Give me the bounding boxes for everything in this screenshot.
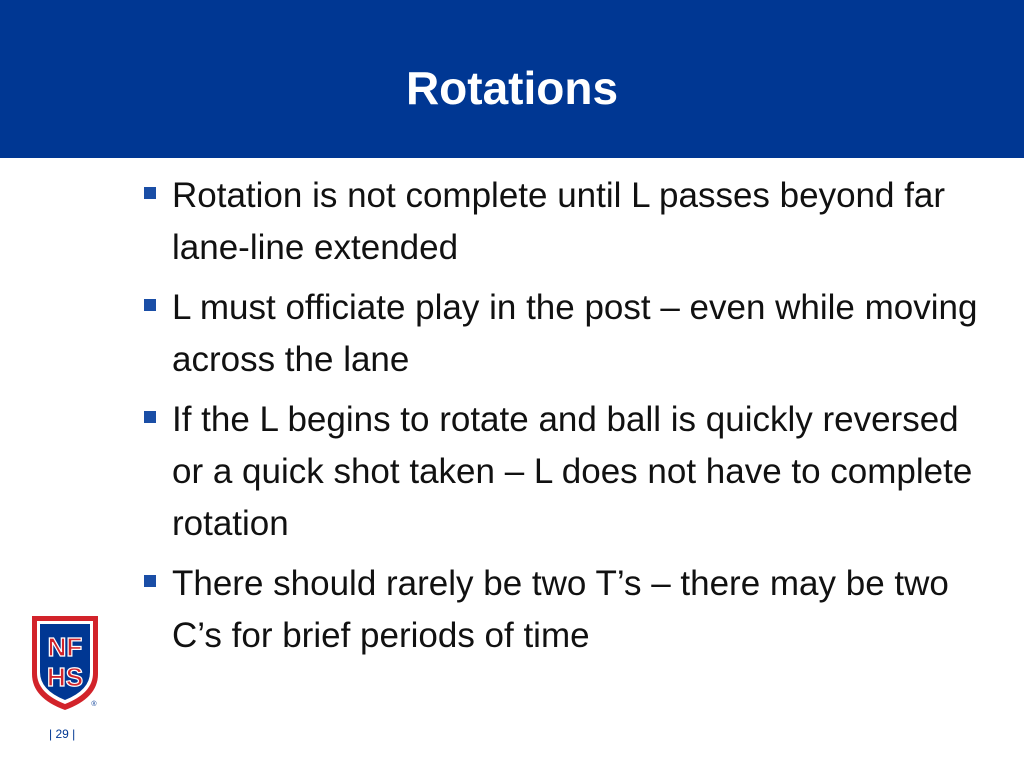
- bullet-item: [140, 282, 990, 386]
- page-number: | 29 |: [49, 727, 76, 741]
- bullet-item: [140, 170, 990, 274]
- nfhs-shield-logo-icon: [30, 612, 100, 712]
- bullet-text: If the L begins to rotate and ball is quickly reversed or a quick shot taken – L does not have to complete rotation: [172, 400, 973, 543]
- bullet-text: L must officiate play in the post – even while moving across the lane: [172, 288, 978, 379]
- slide-title: Rotations: [405, 62, 619, 114]
- bullet-text: Rotation is not complete until L passes beyond far lane-line extended: [172, 176, 946, 267]
- title-bar: [0, 0, 1024, 158]
- square-bullet-icon: [144, 187, 156, 199]
- registered-mark: ®: [91, 701, 97, 708]
- bullet-item: [140, 558, 990, 662]
- square-bullet-icon: [144, 575, 156, 587]
- bullet-list: [140, 170, 990, 670]
- bullet-text: There should rarely be two T’s – there may be two C’s for brief periods of time: [172, 564, 949, 655]
- logo-text-bottom: HS: [46, 662, 84, 692]
- square-bullet-icon: [144, 411, 156, 423]
- logo-text-top: NF: [47, 632, 83, 662]
- square-bullet-icon: [144, 299, 156, 311]
- bullet-item: [140, 394, 990, 550]
